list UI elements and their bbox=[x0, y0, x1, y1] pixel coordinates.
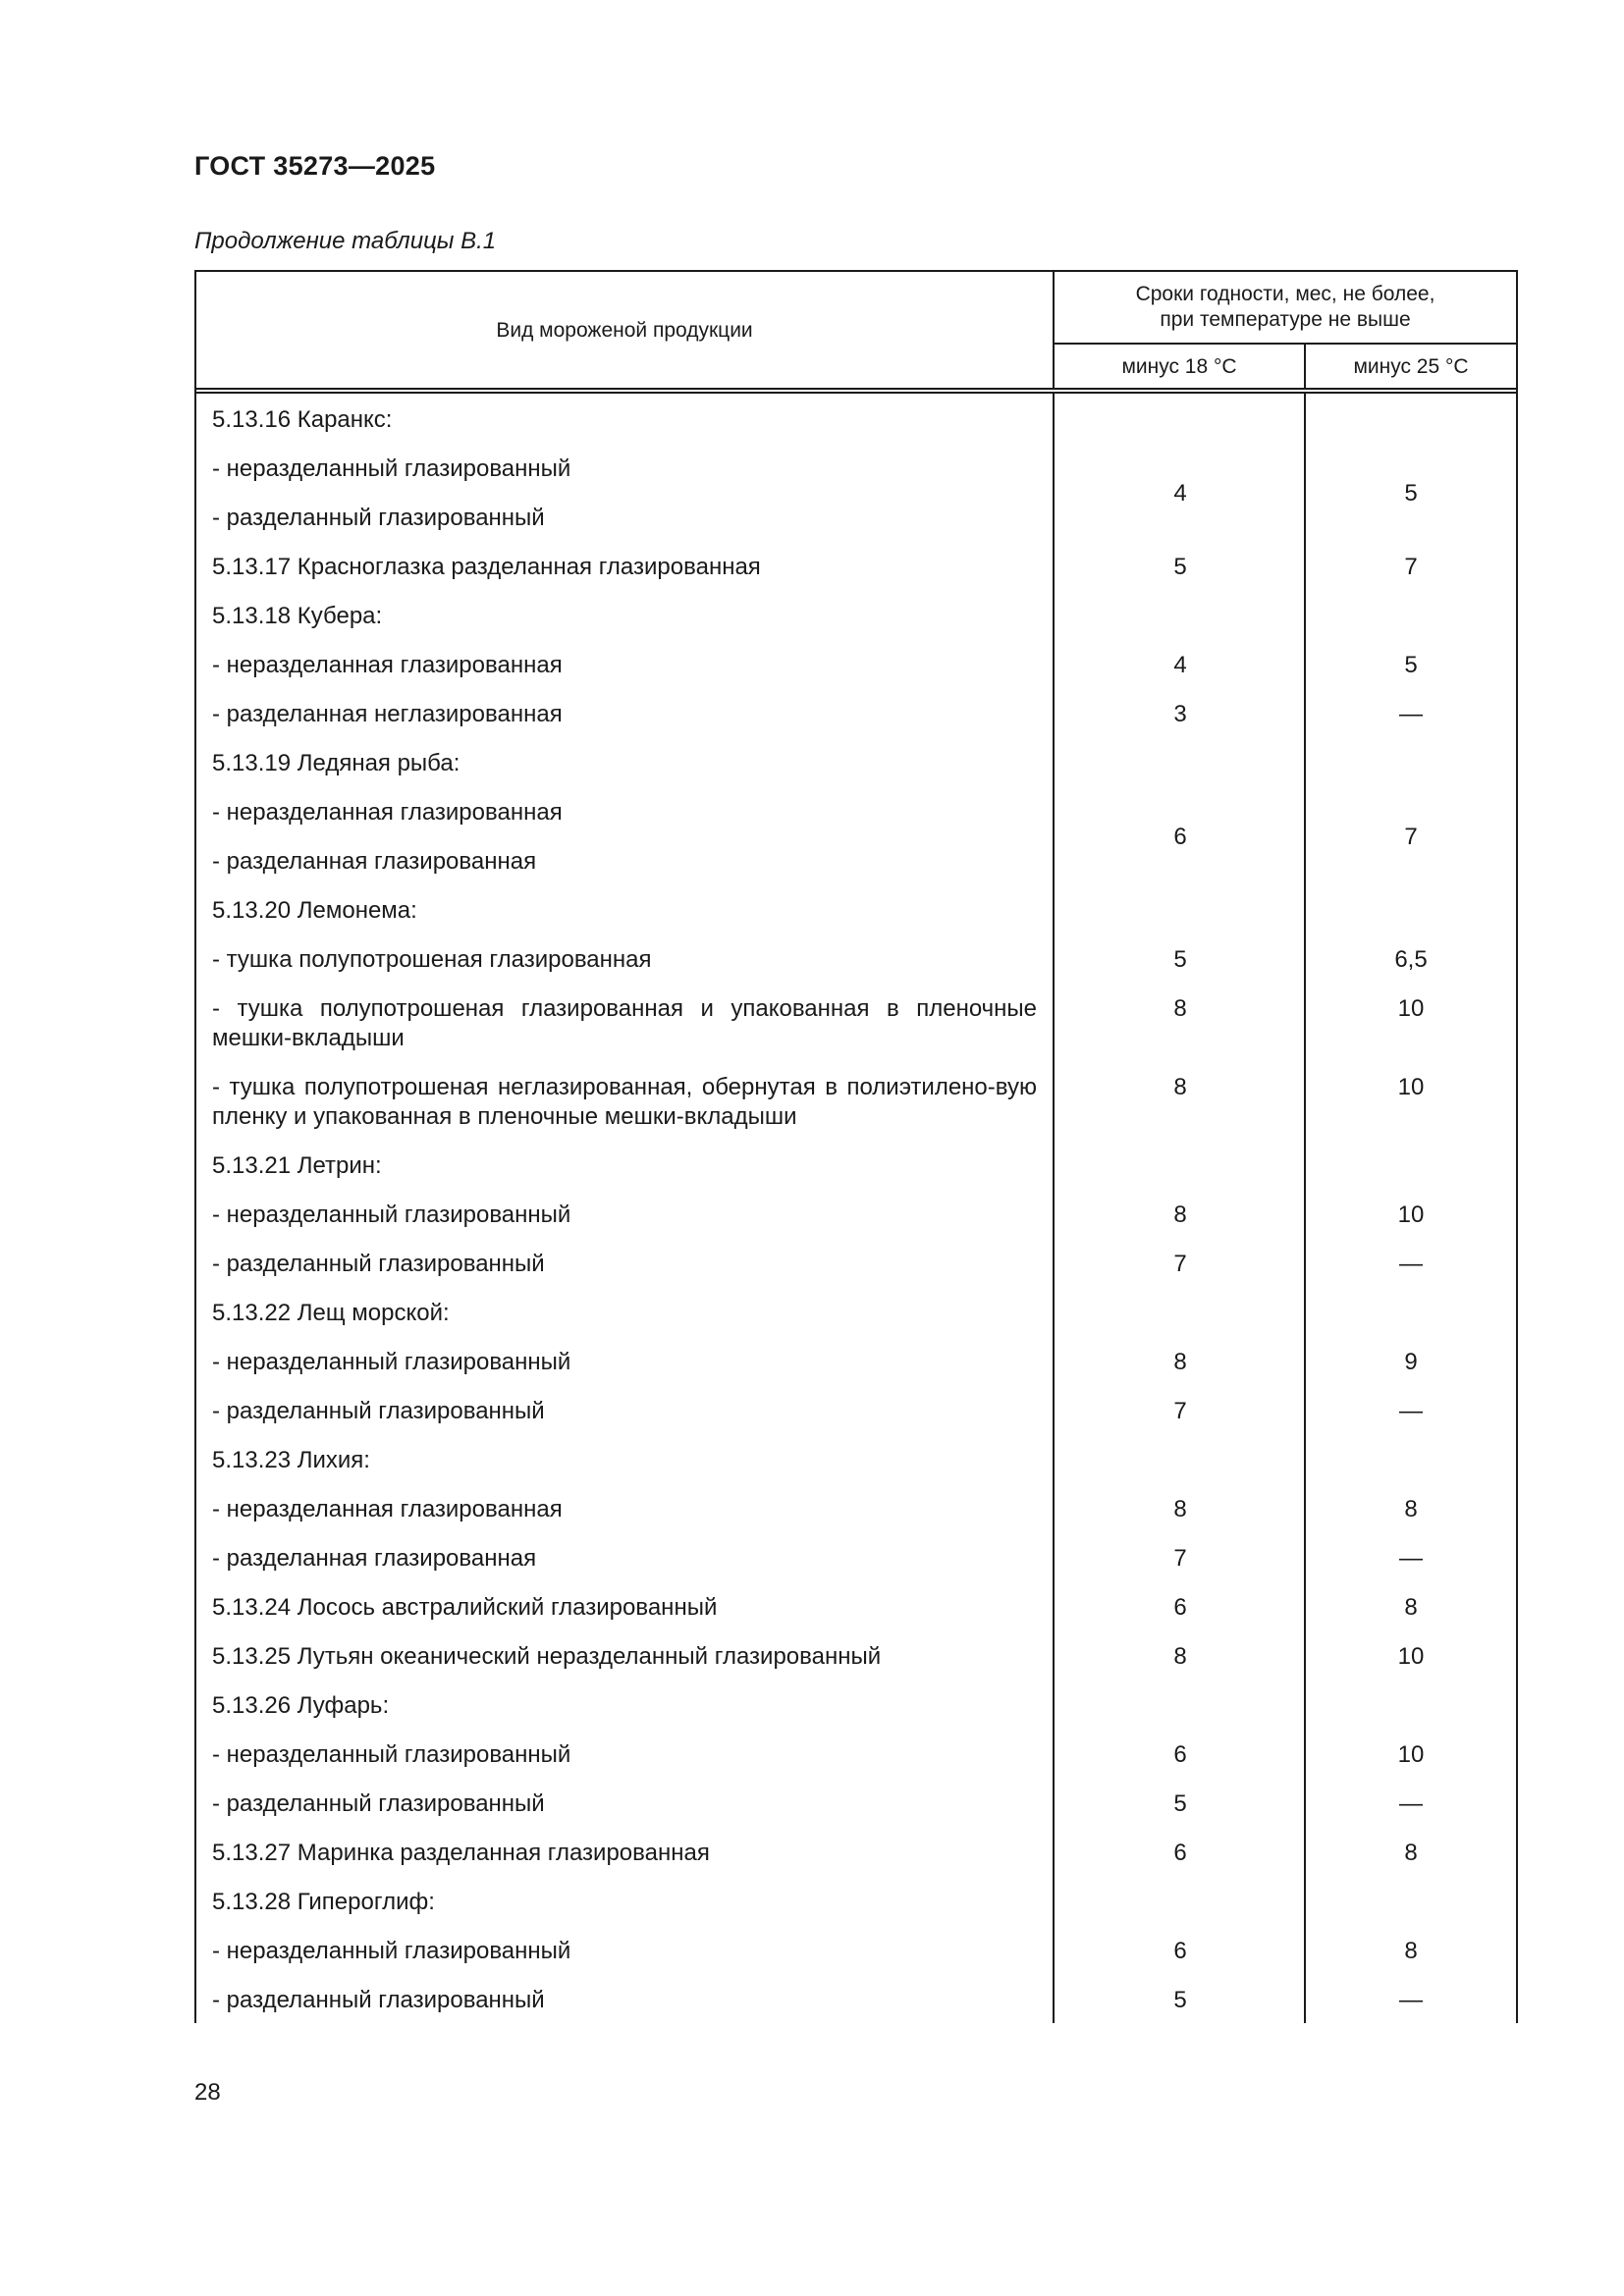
table-row: 5.13.22 Лещ морской: bbox=[212, 1300, 450, 1326]
header-minus-25: минус 25 °С bbox=[1353, 355, 1469, 378]
value-minus-25: — bbox=[1399, 1398, 1423, 1424]
value-minus-18: 8 bbox=[1173, 1074, 1187, 1100]
value-minus-25: 10 bbox=[1397, 1741, 1425, 1768]
value-minus-25: — bbox=[1399, 1790, 1423, 1817]
table-row: - разделанный глазированный bbox=[212, 1251, 545, 1277]
table-row: - неразделанный глазированный bbox=[212, 1349, 571, 1375]
table-row: 5.13.17 Красноглазка разделанная глазированная bbox=[212, 554, 761, 580]
table-row: - разделанная глазированная bbox=[212, 848, 537, 875]
table-row: 5.13.19 Ледяная рыба: bbox=[212, 750, 460, 776]
value-minus-25: 5 bbox=[1404, 652, 1418, 678]
table-row: 5.13.16 Каранкс: bbox=[212, 406, 393, 433]
merged-value-minus-18: 4 bbox=[1173, 480, 1187, 507]
value-minus-18: 8 bbox=[1173, 1496, 1187, 1522]
value-minus-18: 8 bbox=[1173, 995, 1187, 1022]
table-row: 5.13.26 Луфарь: bbox=[212, 1692, 390, 1719]
page-number: 28 bbox=[194, 2079, 221, 2106]
value-minus-25: 10 bbox=[1397, 1074, 1425, 1100]
value-minus-18: 6 bbox=[1173, 1938, 1187, 1964]
table-row: - разделанный глазированный bbox=[212, 505, 545, 531]
value-minus-25: 8 bbox=[1404, 1938, 1418, 1964]
table-row: 5.13.20 Лемонема: bbox=[212, 897, 417, 924]
table-row: - неразделанная глазированная bbox=[212, 799, 563, 826]
table-row: 5.13.24 Лосось австралийский глазированный bbox=[212, 1594, 718, 1621]
merged-value-minus-25: 5 bbox=[1404, 480, 1418, 507]
header-shelf-life-line2: при температуре не выше bbox=[1160, 308, 1411, 331]
value-minus-25: 8 bbox=[1404, 1594, 1418, 1621]
value-minus-18: 3 bbox=[1173, 701, 1187, 727]
value-minus-18: 4 bbox=[1173, 652, 1187, 678]
value-minus-18: 5 bbox=[1173, 554, 1187, 580]
value-minus-18: 8 bbox=[1173, 1201, 1187, 1228]
table-row: - неразделанная глазированная bbox=[212, 652, 563, 678]
value-minus-18: 6 bbox=[1173, 1741, 1187, 1768]
value-minus-25: 8 bbox=[1404, 1496, 1418, 1522]
table-row: - неразделанный глазированный bbox=[212, 455, 571, 482]
table-row: - неразделанная глазированная bbox=[212, 1496, 563, 1522]
table-row: - разделанный глазированный bbox=[212, 1398, 545, 1424]
header-shelf-life bbox=[1055, 272, 1516, 345]
value-minus-18: 5 bbox=[1173, 946, 1187, 973]
merged-value-minus-18: 6 bbox=[1173, 824, 1187, 850]
table-continuation-caption: Продолжение таблицы В.1 bbox=[194, 228, 497, 254]
header-double-rule-bottom bbox=[196, 392, 1516, 394]
document-code: ГОСТ 35273—2025 bbox=[194, 151, 436, 181]
value-minus-25: 8 bbox=[1404, 1840, 1418, 1866]
table-row: - неразделанный глазированный bbox=[212, 1201, 571, 1228]
merged-value-minus-25: 7 bbox=[1404, 824, 1418, 850]
value-minus-18: 7 bbox=[1173, 1398, 1187, 1424]
table-row: - тушка полупотрошеная глазированная и упакованная в пленочные мешки-вкладыши bbox=[212, 995, 1037, 1051]
header-shelf-life-line1: Сроки годности, мес, не более, bbox=[1135, 283, 1435, 305]
value-minus-25: — bbox=[1399, 1987, 1423, 2013]
table-row: - разделанная глазированная bbox=[212, 1545, 537, 1572]
value-minus-18: 5 bbox=[1173, 1790, 1187, 1817]
table-row: - неразделанный глазированный bbox=[212, 1938, 571, 1964]
value-minus-25: 10 bbox=[1397, 995, 1425, 1022]
table-row: 5.13.18 Кубера: bbox=[212, 603, 383, 629]
table-row: - разделанный глазированный bbox=[212, 1790, 545, 1817]
header-product-type: Вид мороженой продукции bbox=[196, 272, 1055, 390]
value-minus-18: 7 bbox=[1173, 1251, 1187, 1277]
header-double-rule-top bbox=[196, 388, 1516, 390]
table-row: - неразделанный глазированный bbox=[212, 1741, 571, 1768]
table-row: - тушка полупотрошеная неглазированная, обернутая в полиэтилено-вую пленку и упакованная в пленочные мешки-вкладыши bbox=[212, 1074, 1037, 1130]
value-minus-25: — bbox=[1399, 1251, 1423, 1277]
table-row: - разделанная неглазированная bbox=[212, 701, 563, 727]
value-minus-25: 10 bbox=[1397, 1201, 1425, 1228]
value-minus-18: 5 bbox=[1173, 1987, 1187, 2013]
table-row: 5.13.25 Лутьян океанический неразделанный глазированный bbox=[212, 1643, 882, 1670]
value-minus-18: 8 bbox=[1173, 1643, 1187, 1670]
shelf-life-table bbox=[194, 270, 1518, 2023]
value-minus-25: — bbox=[1399, 1545, 1423, 1572]
table-row: - разделанный глазированный bbox=[212, 1987, 545, 2013]
table-row: 5.13.27 Маринка разделанная глазированная bbox=[212, 1840, 710, 1866]
value-minus-25: 9 bbox=[1404, 1349, 1418, 1375]
value-minus-18: 7 bbox=[1173, 1545, 1187, 1572]
table-row: 5.13.28 Гипероглиф: bbox=[212, 1889, 435, 1915]
value-minus-18: 6 bbox=[1173, 1594, 1187, 1621]
value-minus-18: 6 bbox=[1173, 1840, 1187, 1866]
value-minus-25: 10 bbox=[1397, 1643, 1425, 1670]
table-row: 5.13.23 Лихия: bbox=[212, 1447, 370, 1473]
value-minus-25: — bbox=[1399, 701, 1423, 727]
value-minus-25: 7 bbox=[1404, 554, 1418, 580]
value-minus-18: 8 bbox=[1173, 1349, 1187, 1375]
value-minus-25: 6,5 bbox=[1394, 946, 1428, 973]
table-row: - тушка полупотрошеная глазированная bbox=[212, 946, 652, 973]
header-minus-18: минус 18 °С bbox=[1055, 345, 1306, 390]
table-row: 5.13.21 Летрин: bbox=[212, 1152, 382, 1179]
